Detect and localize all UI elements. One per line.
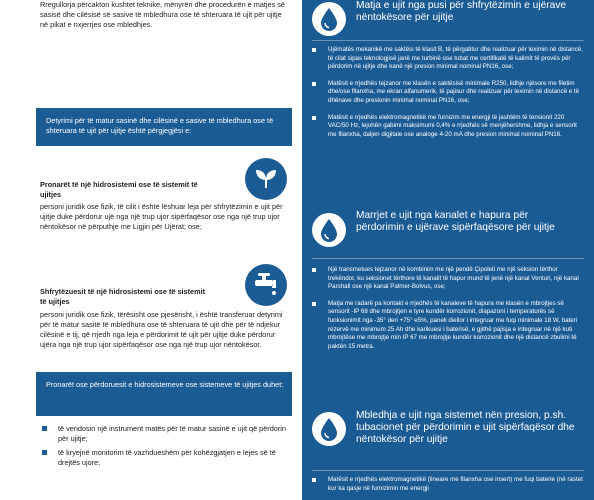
bullet-icon: [312, 268, 316, 272]
list-item: të vendosin një instrument matës për të matur sasinë e ujit që përdorin për ujitje;: [40, 424, 290, 444]
faucet-icon: [245, 264, 287, 306]
bullet-icon: [312, 116, 316, 120]
list-item: Një transmetues tejzanor në kombinim me një pendë Çipoleti me një seksion tërthor trekëndor, ku seksionet tërthore të kanalit të hapur mund të jenë një kanal Venturi, një kanal Parshall ose një kanal Palmer-Bolvus, ose;: [312, 266, 584, 292]
plant-icon: [245, 158, 287, 200]
pressure-meters-list: [312, 476, 584, 500]
bullet-icon: [42, 450, 47, 455]
list-item: të kryejnë monitorim të vazhdueshëm për kohëzgjatjen e lejes së të drejtës ujore;: [40, 448, 290, 468]
divider: [312, 258, 584, 259]
divider: [312, 470, 584, 471]
list-item: Matja me radarë pa kontakt e rrjedhës të kanaleve të hapura me klasën e mbrojtjes së sensorit -IP 68 dhe mbrojtjen e tyre kundër korrozionit, diapazoni i temperaturës së funksionimit nga -35° deri +75° e5%, paneli diellor i integruar me fuqi minimale 18 W, bateri rezervë me minimum 25 Ah dhe karikuesi i baterisë, e gjithë pajisja e integruar në një kuti mbrojtëse me mbrojtje min IP 67 me mbrojtje kundër korrozionit dhe një distancë zbulimi të paktën 15 metra.: [312, 300, 584, 352]
owner-definition-title: Pronarët të një hidrosistemi ose të sistemit të ujitjes: [40, 180, 198, 199]
canal-meters-list: [312, 266, 584, 359]
well-meters-list: [312, 46, 584, 147]
bullet-icon: [312, 82, 316, 86]
pressure-section-title: Mbledhja e ujit nga sistemet nën presion, p.sh. tubacionet për përdorimin e ujit sipërfaqësor dhe nëntokësor për ujitje: [356, 410, 575, 445]
list-item: Ujëmatës mekanikë me saktësi të klasit B, të përgatitur dhe realizuar për leximin në distancë, të cilat sipas teknologjisë janë me turbinë ose tubat me certifikatë të kalimit të provës për përdorim në ujitje dhe kanë një presion minimal nominal PN16, ose;: [312, 46, 584, 72]
water-drop-icon: [312, 412, 346, 446]
obligation-box: Detyrimi për të matur sasinë dhe cilësinë e sasive të mbledhura ose të shteruara të ujit për ujitje është përgjegjësi e:: [36, 108, 292, 146]
water-drop-icon: [312, 2, 346, 36]
list-item: Matësit e rrjedhës elektromagnetikë me furnizim me energji të jashtëm të tensionit 220 VAC/50 Hz, lejohën gabimi maksimumi 0,4% e rrjedhës së menjëhershme, lidhja e sensorit me fllanxha, daljen digjitale ose analoge 4-20 mA dhe presion minimal nominal PN16.: [312, 114, 584, 140]
user-definition-title: Shfrytëzuesit të një hidrosistemi ose të sistemit të ujitjes: [40, 287, 206, 306]
owners-must-box: Pronarët ose përdoruesit e hidrosistemeve ose sistemeve të ujitjes duhet:: [36, 372, 292, 416]
bullet-icon: [312, 48, 316, 52]
list-item: Matësit e rrjedhës tejzanor me klasën e saktësisë minimale R250, lidhje njësore me filetim dhe/ose fllanxha, me ekran alfanumerik, të pajisur dhe realizuar për leximin në distancë e të dhënave dhe presionin minimal nominal PN16, ose;: [312, 80, 584, 106]
user-definition-text: personi juridik ose fizik, tërësisht ose pjesërisht, i është transferuar detyrimi për të matur sasitë të mbledhura ose të shteruara të ujit dhe për të ndjekur cilësinë e tij, që rrjedh nga leja e përdorimit të ujit për ujitje duke përdorur ujëra nga një trup ujor sipërfaqësor ose nga një trup ujor nëntokësor.: [40, 310, 283, 349]
bullet-icon: [312, 302, 316, 306]
bullet-icon: [42, 426, 47, 431]
canal-section-title: Marrjet e ujit nga kanalet e hapura për përdorimin e ujërave sipërfaqësore për ujitje: [356, 210, 555, 233]
water-drop-icon: [312, 213, 346, 247]
list-item: Matësit e rrjedhës elektromagnetikë (lineare me fllanxha ose insert) me fuqi baterie (në rastet kur ka qasje në furnizimin me energji: [312, 476, 584, 493]
intro-paragraph: Rregullorja përcakton kushtet teknike, mënyrën dhe procedurën e matjes së sasisë dhe cilësisë së sasive të mbledhura ose të shteruara të ujit për ujitje në pikat e nxjerrjes ose mbledhjes.: [40, 0, 285, 29]
owners-obligation-list: [40, 424, 290, 472]
well-section-title: Matja e ujit nga pusi për shfrytëzimin e ujërave nëntokësore për ujitje: [356, 0, 567, 23]
bullet-icon: [312, 478, 316, 482]
divider: [312, 40, 584, 41]
right-column: [302, 0, 594, 500]
owner-definition-text: personi juridik ose fizik, të cilit i është lëshuar leja për shfrytëzimin e ujit për ujitje duke përdorur ujë nga një trup ujor sipërfaqësor ose nga një trup ujor nëntokësor në përputhje me Ligjin për Ujërat; ose;: [40, 202, 283, 231]
